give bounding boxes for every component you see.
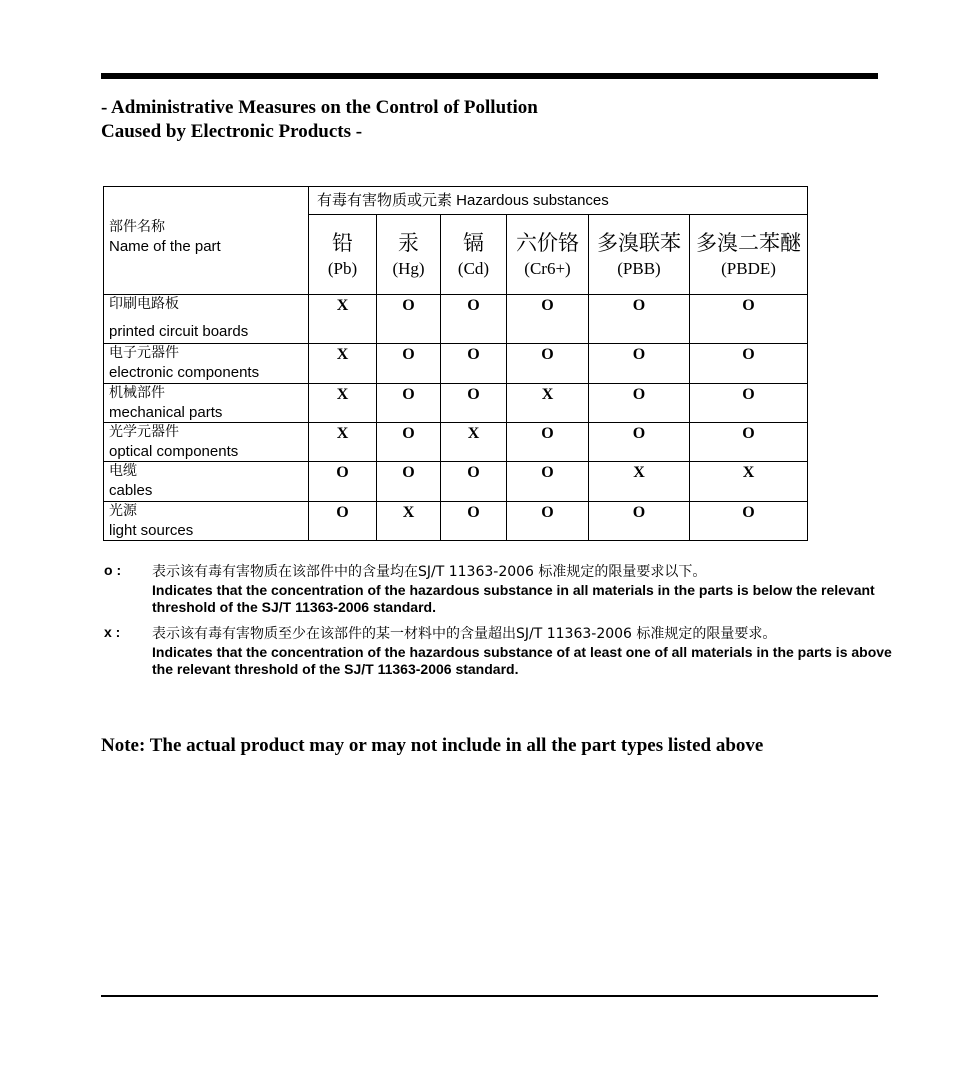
presence-mark: O xyxy=(507,295,589,344)
presence-mark: O xyxy=(377,344,441,384)
page-title: - Administrative Measures on the Control of Pollution Caused by Electronic Products - xyxy=(101,97,538,142)
hazardous-substances-table xyxy=(103,186,808,541)
presence-mark: O xyxy=(441,384,507,423)
substance-symbol: (PBDE) xyxy=(721,258,776,278)
presence-mark: X xyxy=(309,384,377,423)
presence-mark: O xyxy=(441,295,507,344)
part-name-cell xyxy=(104,423,309,462)
presence-mark: O xyxy=(690,344,808,384)
part-name-en: optical components xyxy=(109,443,239,460)
part-name-cn: 光源 xyxy=(109,503,137,519)
presence-mark: O xyxy=(690,384,808,423)
substance-header-2 xyxy=(441,215,507,295)
presence-mark: O xyxy=(377,295,441,344)
substance-symbol: (Pb) xyxy=(327,258,358,278)
part-header-cn: 部件名称 xyxy=(109,219,165,235)
presence-mark: O xyxy=(441,462,507,502)
part-name-cn: 电子元器件 xyxy=(109,345,179,361)
substance-cn: 六价铬 xyxy=(516,230,579,255)
note-x-en: Indicates that the concentration of the hazardous substance of at least one of all materials in the parts is above the relevant threshold of the SJ/T 11363-2006 standard. xyxy=(152,644,892,677)
substance-header-5 xyxy=(690,215,808,295)
part-name-en: printed circuit boards xyxy=(109,323,249,340)
part-name-en: mechanical parts xyxy=(109,404,223,421)
presence-mark: X xyxy=(589,462,690,502)
table-row xyxy=(104,384,808,423)
part-name-cell xyxy=(104,462,309,502)
presence-mark: O xyxy=(309,502,377,541)
part-name-cn: 光学元器件 xyxy=(109,424,179,440)
presence-mark: O xyxy=(507,462,589,502)
final-note: Note: The actual product may or may not include in all the part types listed above xyxy=(101,735,764,756)
substance-symbol: (PBB) xyxy=(617,258,661,278)
presence-mark: O xyxy=(690,295,808,344)
table-row xyxy=(104,502,808,541)
presence-mark: O xyxy=(441,344,507,384)
presence-mark: O xyxy=(589,423,690,462)
part-name-cell xyxy=(104,384,309,423)
part-name-cell xyxy=(104,502,309,541)
presence-mark: X xyxy=(507,384,589,423)
note-o-symbol: o : xyxy=(104,562,122,578)
substance-symbol: (Cd) xyxy=(457,258,490,278)
hazardous-header: 有毒有害物质或元素 Hazardous substances xyxy=(309,187,808,215)
presence-mark: X xyxy=(690,462,808,502)
part-header-en: Name of the part xyxy=(109,238,221,255)
part-name-cell xyxy=(104,344,309,384)
presence-mark: X xyxy=(309,344,377,384)
part-name-en: electronic components xyxy=(109,364,260,381)
part-name-cn: 印刷电路板 xyxy=(109,296,179,312)
note-o xyxy=(104,562,894,616)
substance-cn: 多溴联苯 xyxy=(597,230,681,255)
presence-mark: X xyxy=(309,423,377,462)
note-x-symbol: x : xyxy=(104,624,121,640)
part-name-cn: 机械部件 xyxy=(109,385,165,401)
table-row xyxy=(104,462,808,502)
substance-symbol: (Cr6+) xyxy=(524,258,571,278)
top-rule xyxy=(101,73,878,79)
presence-mark: O xyxy=(507,423,589,462)
presence-mark: O xyxy=(589,295,690,344)
presence-mark: O xyxy=(589,502,690,541)
substance-symbol: (Hg) xyxy=(392,258,425,278)
table-row xyxy=(104,295,808,344)
presence-mark: O xyxy=(507,344,589,384)
substance-header-0 xyxy=(309,215,377,295)
presence-mark: O xyxy=(377,423,441,462)
substance-cn: 汞 xyxy=(398,230,419,255)
part-name-cn: 电缆 xyxy=(109,463,137,479)
legend-notes xyxy=(104,562,894,686)
bottom-rule xyxy=(101,995,878,997)
presence-mark: O xyxy=(589,344,690,384)
table-row xyxy=(104,423,808,462)
substance-cn: 铅 xyxy=(332,230,353,255)
part-name-en: cables xyxy=(109,482,153,499)
table-row xyxy=(104,344,808,384)
part-name-en: light sources xyxy=(109,522,194,539)
presence-mark: O xyxy=(690,423,808,462)
presence-mark: O xyxy=(377,462,441,502)
table-body xyxy=(104,295,808,541)
presence-mark: O xyxy=(309,462,377,502)
substance-header-4 xyxy=(589,215,690,295)
part-name-header xyxy=(104,187,309,295)
part-name-cell xyxy=(104,295,309,344)
presence-mark: X xyxy=(309,295,377,344)
substance-cn: 镉 xyxy=(463,230,484,255)
substance-cn: 多溴二苯醚 xyxy=(696,230,801,255)
substance-header-3 xyxy=(507,215,589,295)
presence-mark: O xyxy=(589,384,690,423)
note-x-cn: 表示该有毒有害物质至少在该部件的某一材料中的含量超出SJ/T 11363-2006 标准规定的限量要求。 xyxy=(152,626,777,642)
note-o-cn: 表示该有毒有害物质在该部件中的含量均在SJ/T 11363-2006 标准规定的限量要求以下。 xyxy=(152,564,707,580)
presence-mark: O xyxy=(377,384,441,423)
note-x xyxy=(104,624,894,678)
presence-mark: X xyxy=(441,423,507,462)
substance-header-1 xyxy=(377,215,441,295)
note-o-en: Indicates that the concentration of the hazardous substance in all materials in the parts is below the relevant threshold of the SJ/T 11363-2006 standard. xyxy=(152,582,875,615)
presence-mark: O xyxy=(690,502,808,541)
presence-mark: X xyxy=(377,502,441,541)
presence-mark: O xyxy=(441,502,507,541)
presence-mark: O xyxy=(507,502,589,541)
